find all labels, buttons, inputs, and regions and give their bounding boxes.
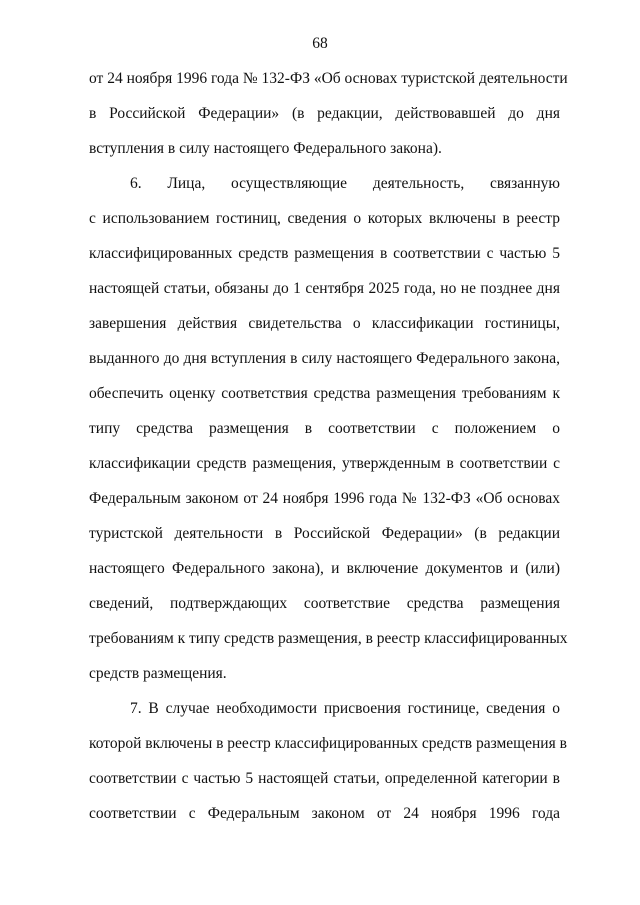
- text-line: которой включены в реестр классифицированных средств размещения в: [89, 735, 567, 752]
- text-line: соответствии с частью 5 настоящей статьи, определенной категории в: [89, 770, 560, 787]
- page-number: 68: [312, 35, 328, 52]
- text-line: требованиям к типу средств размещения, в реестр классифицированных: [89, 630, 568, 647]
- text-line: классифицированных средств размещения в соответствии с частью 5: [89, 245, 560, 262]
- text-line: завершения действия свидетельства о классификации гостиницы,: [89, 315, 560, 332]
- text-line: Федеральным законом от 24 ноября 1996 года № 132-ФЗ «Об основах: [89, 490, 560, 507]
- paragraph-7-first-line: 7. В случае необходимости присвоения гостинице, сведения о: [130, 700, 560, 717]
- text-line: настоящего Федерального закона), и включение документов и (или): [89, 560, 560, 577]
- text-line: классификации средств размещения, утвержденным в соответствии с: [89, 455, 560, 472]
- paragraph-6-first-line: 6. Лица, осуществляющие деятельность, связанную: [130, 175, 560, 192]
- text-line: настоящей статьи, обязаны до 1 сентября 2025 года, но не позднее дня: [89, 280, 560, 297]
- text-line: вступления в силу настоящего Федерального закона).: [89, 140, 442, 157]
- text-line: обеспечить оценку соответствия средства размещения требованиям к: [89, 385, 560, 402]
- text-line: туристской деятельности в Российской Федерации» (в редакции: [89, 525, 560, 542]
- text-line: с использованием гостиниц, сведения о которых включены в реестр: [89, 210, 560, 227]
- text-line: от 24 ноября 1996 года № 132-ФЗ «Об основах туристской деятельности: [89, 70, 568, 87]
- text-line: в Российской Федерации» (в редакции, действовавшей до дня: [89, 105, 560, 122]
- text-line: соответствии с Федеральным законом от 24 ноября 1996 года: [89, 805, 560, 822]
- text-line: сведений, подтверждающих соответствие средства размещения: [89, 595, 560, 612]
- text-line: средств размещения.: [89, 665, 227, 682]
- text-line: выданного до дня вступления в силу настоящего Федерального закона,: [89, 350, 560, 367]
- text-line: типу средства размещения в соответствии с положением о: [89, 420, 560, 437]
